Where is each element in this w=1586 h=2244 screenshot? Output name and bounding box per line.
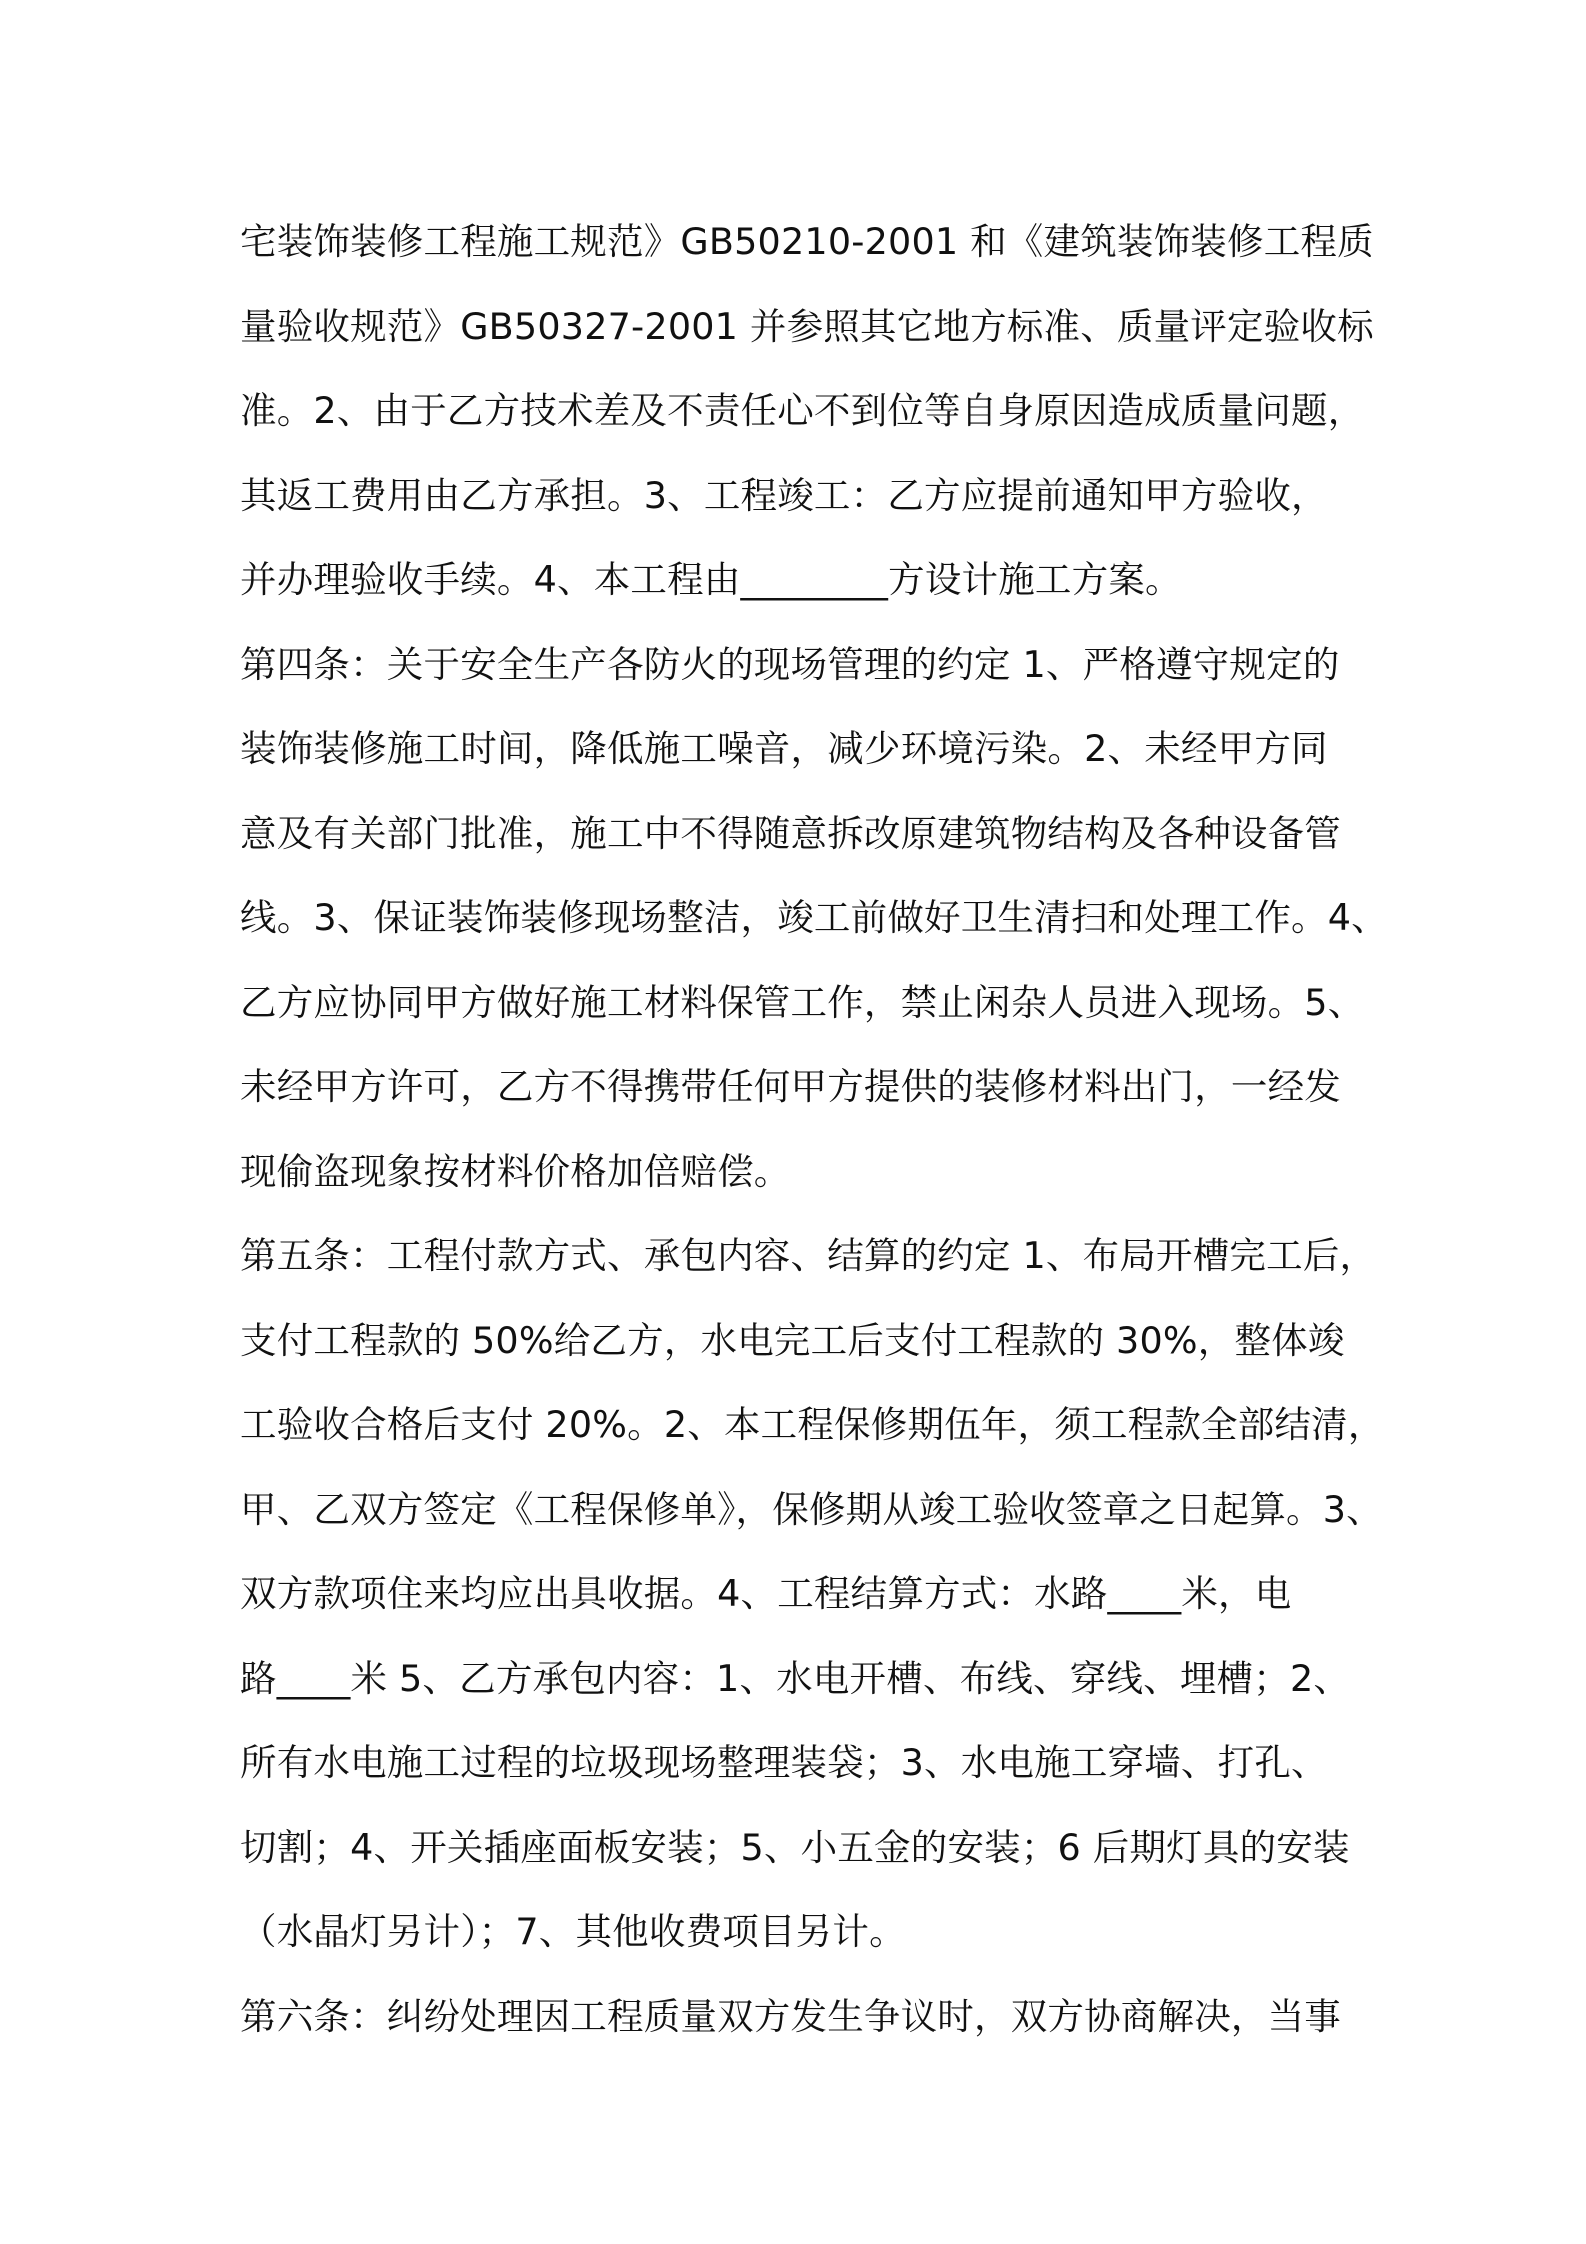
text-line: 意及有关部门批准，施工中不得随意拆改原建筑物结构及各种设备管 <box>240 811 1341 855</box>
text-line: 第六条：纠纷处理因工程质量双方发生争议时，双方协商解决，当事 <box>240 1994 1341 2038</box>
text-line: 装饰装修施工时间，降低施工噪音，减少环境污染。2、未经甲方同 <box>240 727 1328 770</box>
text-line: 甲、乙双方签定《工程保修单》，保修期从竣工验收签章之日起算。3、 <box>240 1487 1383 1531</box>
text-line: 并办理验收手续。4、本工程由________方设计施工方案。 <box>240 558 1182 601</box>
text-line: 乙方应协同甲方做好施工材料保管工作，禁止闲杂人员进入现场。5、 <box>240 980 1365 1024</box>
text-line: 其返工费用由乙方承担。3、工程竣工：乙方应提前通知甲方验收， <box>240 473 1328 517</box>
paragraph-article-5 <box>240 1214 1385 1975</box>
text-line: 切割；4、开关插座面板安装；5、小五金的安装；6 后期灯具的安装 <box>240 1825 1350 1869</box>
paragraph-continuation <box>240 200 1374 623</box>
text-line: 准。2、由于乙方技术差及不责任心不到位等自身原因造成质量问题， <box>240 389 1365 432</box>
text-line: 现偷盗现象按材料价格加倍赔偿。 <box>240 1149 791 1193</box>
text-line: 第四条：关于安全生产各防火的现场管理的约定 1、严格遵守规定的 <box>240 642 1340 686</box>
paragraph-article-4 <box>240 623 1388 1215</box>
document-page <box>240 200 1388 2059</box>
text-line: 路____米 5、乙方承包内容：1、水电开槽、布线、穿线、埋槽；2、 <box>240 1656 1351 1700</box>
text-line: 所有水电施工过程的垃圾现场整理装袋；3、水电施工穿墙、打孔、 <box>240 1741 1328 1784</box>
paragraph-article-6 <box>240 1975 1370 2060</box>
text-line: 双方款项住来均应出具收据。4、工程结算方式：水路____米，电 <box>240 1572 1292 1615</box>
text-line: （水晶灯另计）；7、其他收费项目另计。 <box>240 1910 906 1953</box>
text-line: 支付工程款的 50%给乙方，水电完工后支付工程款的 30%，整体竣 <box>240 1318 1345 1362</box>
text-line: 线。3、保证装饰装修现场整洁，竣工前做好卫生清扫和处理工作。4、 <box>240 896 1388 939</box>
text-line: 第五条：工程付款方式、承包内容、结算的约定 1、布局开槽完工后， <box>240 1234 1377 1277</box>
text-line: 工验收合格后支付 20%。2、本工程保修期伍年，须工程款全部结清， <box>240 1403 1385 1446</box>
text-line: 未经甲方许可，乙方不得携带任何甲方提供的装修材料出门，一经发 <box>240 1065 1341 1108</box>
text-line: 宅装饰装修工程施工规范》GB50210-2001 和《建筑装饰装修工程质 <box>240 220 1374 263</box>
text-line: 量验收规范》GB50327-2001 并参照其它地方标准、质量评定验收标 <box>240 304 1374 348</box>
